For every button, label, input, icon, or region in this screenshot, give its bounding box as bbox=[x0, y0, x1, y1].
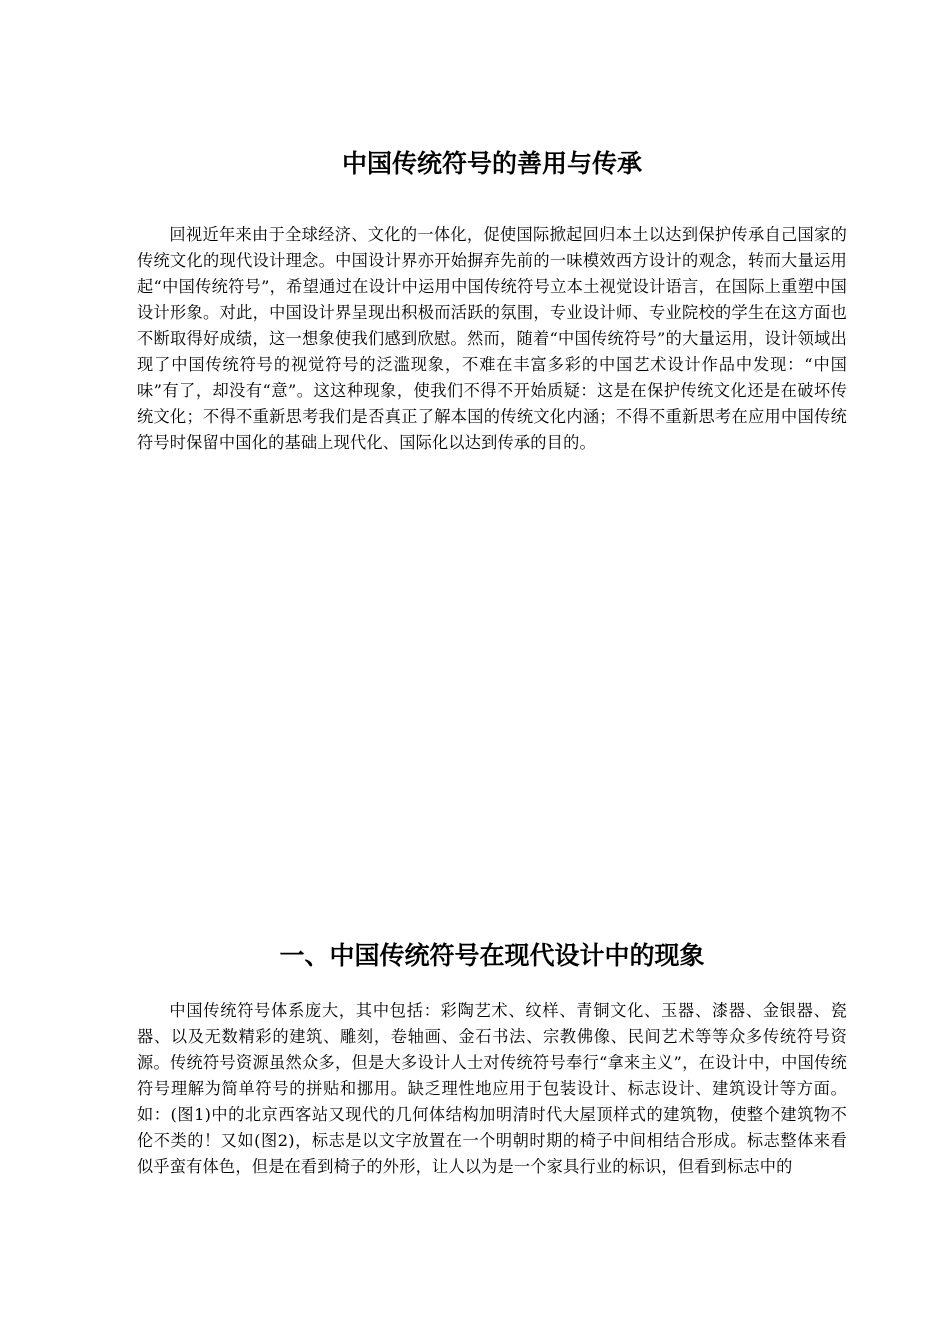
section-paragraph: 中国传统符号体系庞大，其中包括：彩陶艺术、纹样、青铜文化、玉器、漆器、金银器、瓷器、以及无数精彩的建筑、雕刻，卷轴画、金石书法、宗教佛像、民间艺术等等众多传统符号资源。传统符号资源虽然众多，但是大多设计人士对传统符号奉行“拿来主义”，在设计中，中国传统符号理解为简单符号的拼贴和挪用。缺乏理性地应用于包装设计、标志设计、建筑设计等方面。如：(图1)中的北京西客站又现代的几何体结构加明清时代大屋顶样式的建筑物，使整个建筑物不伦不类的！又如(图2)，标志是以文字放置在一个明朝时期的椅子中间相结合形成。标志整体来看似乎蛮有体色，但是在看到椅子的外形，让人以为是一个家具行业的标识，但看到标志中的 bbox=[137, 1001, 847, 1176]
page-title: 中国传统符号的善用与传承 bbox=[341, 149, 642, 178]
section-heading: 一、中国传统符号在现代设计中的现象 bbox=[279, 941, 705, 970]
intro-paragraph: 回视近年来由于全球经济、文化的一体化，促使国际掀起回归本土以达到保护传承自己国家的传统文化的现代设计理念。中国设计界亦开始摒弃先前的一味模效西方设计的观念，转而大量运用起“中国传统符号”，希望通过在设计中运用中国传统符号立本土视觉设计语言，在国际上重塑中国设计形象。对此，中国设计界呈现出积极而活跃的氛围，专业设计师、专业院校的学生在这方面也不断取得好成绩，这一想象使我们感到欣慰。然而，随着“中国传统符号”的大量运用，设计领域出现了中国传统符号的视觉符号的泛滥现象，不难在丰富多彩的中国艺术设计作品中发现：“中国味”有了，却没有“意”。这这种现象，使我们不得不开始质疑：这是在保护传统文化还是在破坏传统文化；不得不重新思考我们是否真正了解本国的传统文化内涵；不得不重新思考在应用中国传统符号时保留中国化的基础上现代化、国际化以达到传承的目的。 bbox=[137, 225, 847, 452]
